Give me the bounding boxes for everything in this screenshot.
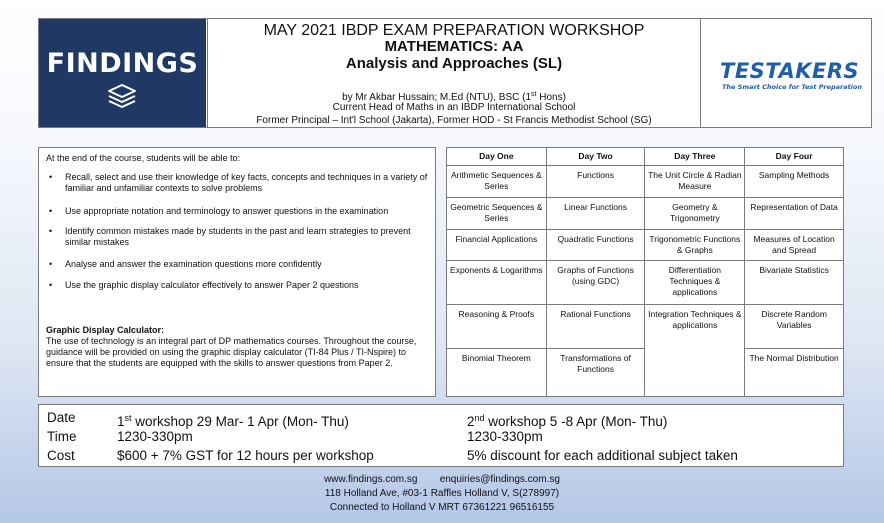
cost-label: Cost	[47, 448, 75, 463]
schedule-row	[447, 166, 844, 198]
partner-name: TESTAKERS	[720, 59, 860, 83]
subject-subtitle: Analysis and Approaches (SL)	[345, 55, 563, 72]
topic-cell: Representation of Data	[745, 198, 844, 230]
time-label: Time	[47, 429, 77, 444]
learning-objectives-box	[38, 147, 436, 397]
topic-cell: Exponents & Logarithms	[447, 261, 547, 305]
topic-cell: Geometry & Trigonometry	[645, 198, 745, 230]
objectives-intro: At the end of the course, students will be able to:	[46, 153, 241, 163]
website-link[interactable]: www.findings.com.sg	[324, 474, 418, 485]
header-banner	[38, 18, 872, 128]
address-line: 118 Holland Ave, #03-1 Raffles Holland V, S(278997)	[324, 488, 560, 499]
stacked-books-icon	[106, 83, 138, 111]
topic-cell: Arithmetic Sequences & Series	[447, 166, 547, 198]
workshop-2-date: 2nd workshop 5 -8 Apr (Mon- Thu)	[467, 413, 668, 429]
topic-cell: Transformations of Functions	[546, 349, 645, 397]
workshop-2-time: 1230-330pm	[467, 429, 543, 444]
subject-title: MATHEMATICS: AA	[384, 38, 524, 55]
objective-item: • Use the graphic display calculator effectively to answer Paper 2 questions	[49, 280, 429, 292]
schedule-header-row	[447, 148, 844, 166]
topic-cell: Reasoning & Proofs	[447, 305, 547, 349]
date-row	[47, 409, 837, 427]
topic-cell: Graphs of Functions (using GDC)	[546, 261, 645, 305]
schedule-row	[447, 305, 844, 349]
workshop-title: MAY 2021 IBDP EXAM PREPARATION WORKSHOP	[263, 22, 645, 39]
presenter-credentials: by Mr Akbar Hussain; M.Ed (NTU), BSC (1st Hons)	[342, 91, 566, 103]
topic-cell: The Normal Distribution	[745, 349, 844, 397]
topic-cell: Geometric Sequences & Series	[447, 198, 547, 230]
partner-tagline: The Smart Choice for Test Preparation	[722, 83, 863, 91]
day-one-header: Day One	[447, 148, 547, 166]
topic-cell: Rational Functions	[546, 305, 645, 349]
topic-cell: Linear Functions	[546, 198, 645, 230]
topic-cell: Quadratic Functions	[546, 230, 645, 261]
schedule-row	[447, 261, 844, 305]
topic-cell: Integration Techniques & applications	[645, 305, 745, 397]
workshop-1-date: 1st workshop 29 Mar- 1 Apr (Mon- Thu)	[117, 413, 349, 429]
date-label: Date	[47, 410, 76, 425]
web-contact-line	[0, 473, 884, 487]
presenter-current-role: Current Head of Maths in an IBDP International School	[332, 102, 576, 113]
day-three-header: Day Three	[645, 148, 745, 166]
gdc-description: The use of technology is an integral part of DP mathematics courses. Throughout the course, guidance will be provided on using the graphic display calculator (TI-84 Plus / TI-Nspire) to ensure that the students are equipped with the skills to answer questions from Paper 2.	[46, 336, 417, 368]
cost-row	[47, 447, 837, 465]
multi-subject-discount: 5% discount for each additional subject taken	[467, 448, 738, 463]
gdc-heading: Graphic Display Calculator:	[46, 325, 165, 335]
topic-cell: Functions	[546, 166, 645, 198]
topic-cell: Trigonometric Functions & Graphs	[645, 230, 745, 261]
topic-cell: Sampling Methods	[745, 166, 844, 198]
contact-footer	[0, 473, 884, 515]
day-four-header: Day Four	[745, 148, 844, 166]
topic-cell: Measures of Location and Spread	[745, 230, 844, 261]
testakers-logo	[702, 19, 871, 127]
presenter-former-roles: Former Principal – Int'l School (Jakarta), Former HOD - St Francis Methodist School (SG)	[256, 115, 652, 126]
schedule-table	[446, 147, 844, 397]
workshop-details-box	[38, 404, 844, 467]
objective-item: • Identify common mistakes made by students in the past and learn strategies to prevent similar mistakes	[49, 226, 429, 259]
objective-item: • Recall, select and use their knowledge of key facts, concepts and techniques in a variety of familiar and unfamiliar contexts to solve problems	[49, 172, 429, 206]
objectives-list	[49, 172, 429, 292]
topic-cell: Discrete Random Variables	[745, 305, 844, 349]
day-two-header: Day Two	[546, 148, 645, 166]
topic-cell: The Unit Circle & Radian Measure	[645, 166, 745, 198]
topic-cell: Financial Applications	[447, 230, 547, 261]
objective-item: • Analyse and answer the examination questions more confidently	[49, 259, 429, 280]
workshop-cost: $600 + 7% GST for 12 hours per workshop	[117, 448, 374, 463]
topic-cell: Differentiation Techniques & applications	[645, 261, 745, 305]
schedule-row	[447, 198, 844, 230]
email-link[interactable]: enquiries@findings.com.sg	[439, 474, 560, 485]
logo-text: FINDINGS	[46, 48, 199, 79]
findings-logo	[39, 19, 206, 127]
objective-item: • Use appropriate notation and terminology to answer questions in the examination	[49, 206, 429, 226]
workshop-title-block	[207, 19, 701, 127]
time-row	[47, 428, 837, 446]
topic-cell: Bivariate Statistics	[745, 261, 844, 305]
topic-cell: Binomial Theorem	[447, 349, 547, 397]
phone-line: Connected to Holland V MRT 67361221 96516155	[329, 502, 555, 513]
workshop-1-time: 1230-330pm	[117, 429, 193, 444]
schedule-row	[447, 230, 844, 261]
